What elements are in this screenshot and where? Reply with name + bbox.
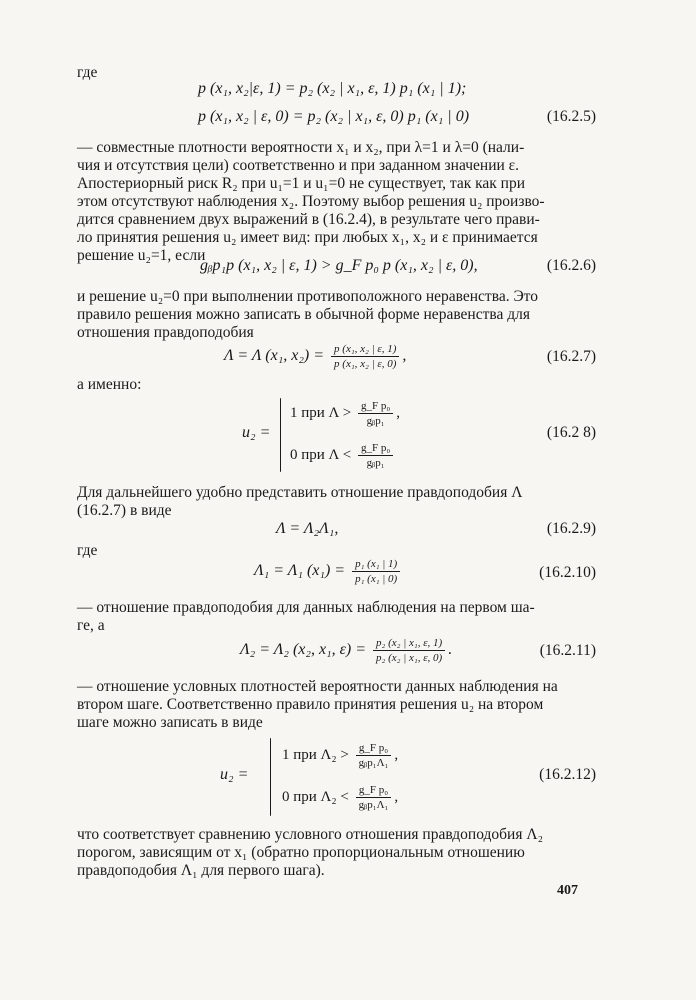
equation-number: (16.2.12) <box>539 766 596 783</box>
equation-16-2-10: Λ₁ = Λ₁ (x₁) = $\frac{\text{p₁ (x₁ | 1)}}{\text{p₁ (x₁ | 0)}}$ <box>254 558 403 585</box>
equation-16-2-6: gᵦp₁p (x₁, x₂ | ε, 1) > g_F p₀ p (x₁, x₂ | ε, 0), <box>200 257 478 274</box>
equation-number: (16.2.10) <box>539 564 596 581</box>
equation-number: (16.2.7) <box>546 348 596 365</box>
equation-16-2-7: Λ = Λ (x₁, x₂) = $\frac{\text{p (x₁, x₂ | ε, 1)}}{\text{p (x₁, x₂ | ε, 0)}}$ , <box>224 343 407 370</box>
equation-16-2-11: Λ₂ = Λ₂ (x₂, x₁, ε) = $\frac{\text{p₂ (x₂ | x₁, ε, 1)}}{\text{p₂ (x₂ | x₁, ε, 0)}}$ . <box>240 637 453 664</box>
where-label: где <box>77 64 98 81</box>
equation-16-2-5-line2: p (x₁, x₂ | ε, 0) = p₂ (x₂ | x₁, ε, 0) p₁ (x₁ | 0) <box>198 108 470 125</box>
likelihood-ratio-fraction: $\frac{\text{p (x₁, x₂ | ε, 1)}}{\text{p (x₁, x₂ | ε, 0)}}$ <box>331 343 399 370</box>
equation-number: (16.2.11) <box>539 642 596 659</box>
left-brace <box>270 738 271 816</box>
equation-16-2-9: Λ = Λ₂Λ₁, <box>276 520 339 537</box>
equation-16-2-5-line1: p (x₁, x₂|ε, 1) = p₂ (x₂ | x₁, ε, 1) p₁ (x₁ | 1); <box>198 80 467 97</box>
page-number: 407 <box>557 883 578 898</box>
left-brace <box>280 398 281 472</box>
equation-number: (16.2.6) <box>546 257 596 274</box>
where-label: где <box>77 542 98 559</box>
equation-number: (16.2.5) <box>546 108 596 125</box>
equation-number: (16.2 8) <box>546 424 596 441</box>
a-imenno-label: а именно: <box>77 376 142 393</box>
equation-number: (16.2.9) <box>546 520 596 537</box>
